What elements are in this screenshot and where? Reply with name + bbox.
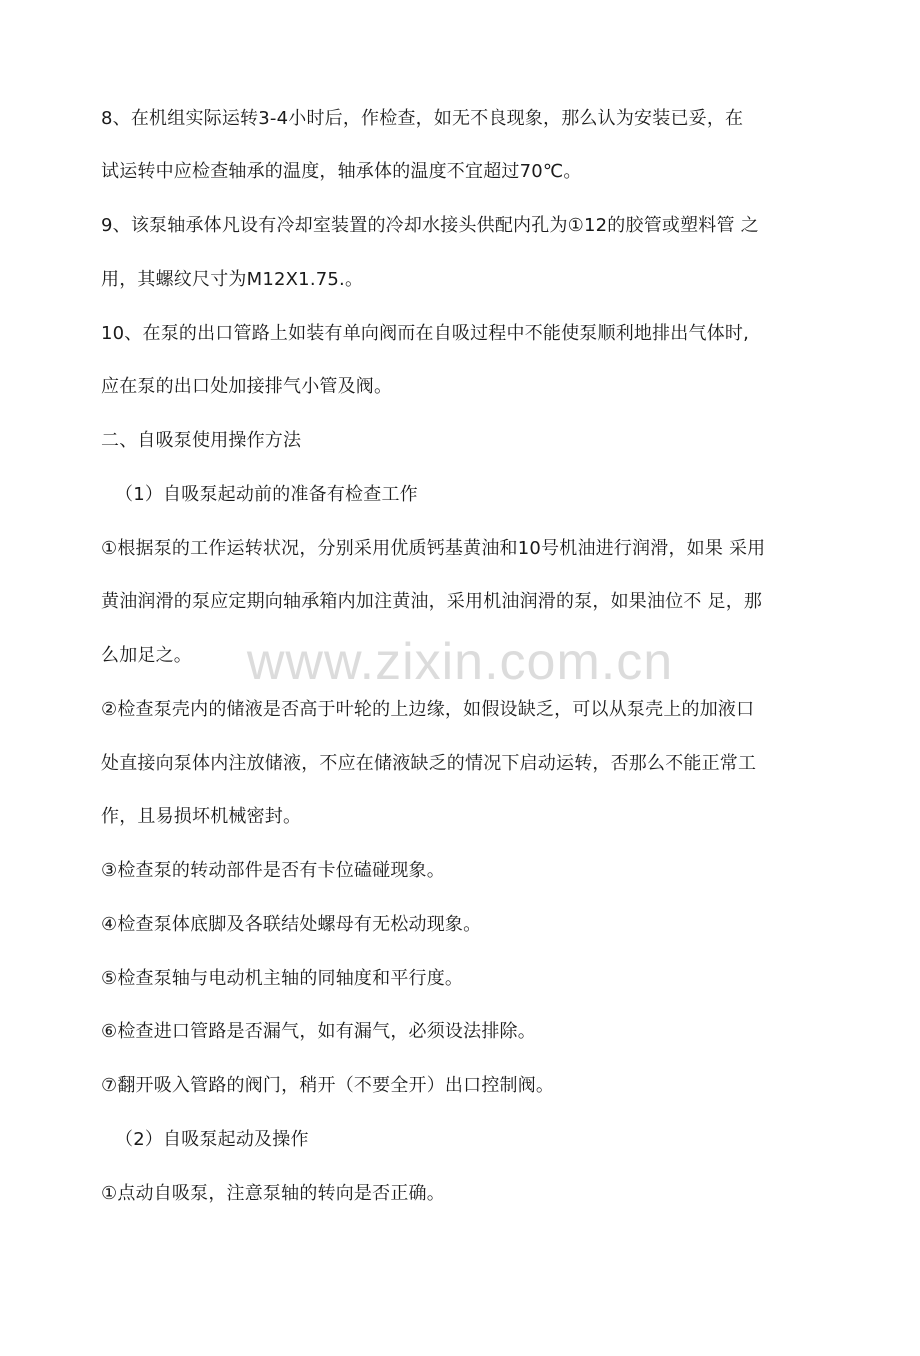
text-line: ①根据泵的工作运转状况，分别采用优质钙基黄油和10号机油进行润滑，如果 采用	[101, 538, 766, 559]
text-line: 处直接向泵体内注放储液，不应在储液缺乏的情况下启动运转，否那么不能正常工	[101, 753, 757, 774]
text-line: 作，且易损坏机械密封。	[101, 806, 302, 827]
watermark: www.zixin.com.cn	[246, 633, 674, 691]
subsection-heading: （1）自吸泵起动前的准备有检查工作	[115, 484, 418, 505]
text-line: 么加足之。	[101, 645, 192, 666]
text-line: ③检查泵的转动部件是否有卡位磕碰现象。	[101, 860, 445, 881]
text-line: 用，其螺纹尺寸为M12X1.75.。	[101, 269, 364, 290]
text-line: 10、在泵的出口管路上如装有单向阀而在自吸过程中不能使泵顺利地排出气体时,	[101, 323, 750, 344]
text-line: 试运转中应检查轴承的温度，轴承体的温度不宜超过70℃。	[101, 161, 582, 182]
text-line: 应在泵的出口处加接排气小管及阀。	[101, 376, 393, 397]
text-line: ②检查泵壳内的储液是否高于叶轮的上边缘，如假设缺乏，可以从泵壳上的加液口	[101, 699, 755, 720]
text-line: ⑦翻开吸入管路的阀门，稍开（不要全开）出口控制阀。	[101, 1075, 555, 1096]
text-line: ⑥检查进口管路是否漏气，如有漏气，必须设法排除。	[101, 1021, 536, 1042]
text-line: ④检查泵体底脚及各联结处螺母有无松动现象。	[101, 914, 482, 935]
text-line: 9、该泵轴承体凡设有冷却室装置的冷却水接头供配内孔为①12的胶管或塑料管 之	[101, 215, 759, 236]
text-line: 8、在机组实际运转3-4小时后，作检查，如无不良现象，那么认为安装已妥，在	[101, 108, 744, 129]
text-line: ①点动自吸泵，注意泵轴的转向是否正确。	[101, 1183, 445, 1204]
section-heading: 二、自吸泵使用操作方法	[101, 430, 302, 451]
text-line: 黄油润滑的泵应定期向轴承箱内加注黄油，采用机油润滑的泵，如果油位不 足，那	[101, 591, 763, 612]
text-line: ⑤检查泵轴与电动机主轴的同轴度和平行度。	[101, 968, 464, 989]
subsection-heading: （2）自吸泵起动及操作	[115, 1129, 309, 1150]
